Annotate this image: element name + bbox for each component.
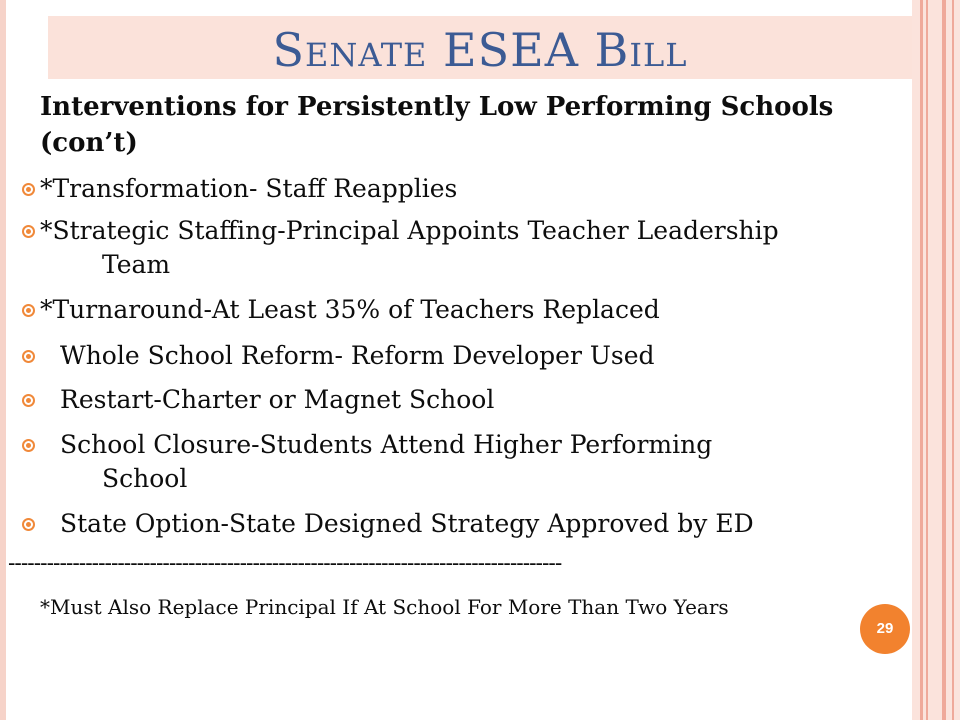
bullet-icon — [22, 304, 35, 317]
stripe — [952, 0, 954, 720]
decorative-stripes — [912, 0, 960, 720]
page-number: 29 — [876, 620, 894, 637]
bullet-text: Whole School Reform- Reform Developer Used — [60, 341, 655, 370]
bullet-icon — [22, 439, 35, 452]
bullet-text: *Turnaround-At Least 35% of Teachers Replaced — [40, 295, 660, 324]
bullet-text-continuation: Team — [102, 250, 171, 279]
bullet-icon — [22, 394, 35, 407]
bullet-text: School Closure-Students Attend Higher Performing — [60, 430, 713, 459]
stripe — [926, 0, 928, 720]
left-edge-border — [0, 0, 6, 720]
stripe — [942, 0, 946, 720]
bullet-text-continuation: School — [102, 464, 188, 493]
bullet-icon — [22, 225, 35, 238]
bullet-text: Restart-Charter or Magnet School — [60, 385, 495, 414]
separator-line: -------------------------------------------------------------------------------------- — [8, 552, 562, 576]
bullet-icon — [22, 518, 35, 531]
slide-subtitle: Interventions for Persistently Low Performing Schools (con’t) — [40, 92, 834, 158]
bullet-text: *Transformation- Staff Reapplies — [40, 174, 458, 203]
footnote: *Must Also Replace Principal If At School For More Than Two Years — [40, 595, 729, 619]
bullet-text: *Strategic Staffing-Principal Appoints Teacher Leadership — [40, 216, 779, 245]
bullet-icon — [22, 350, 35, 363]
bullet-icon — [22, 183, 35, 196]
slide-title: Senate ESEA Bill — [272, 23, 688, 77]
stripe — [920, 0, 923, 720]
bullet-text: State Option-State Designed Strategy Approved by ED — [60, 509, 754, 538]
